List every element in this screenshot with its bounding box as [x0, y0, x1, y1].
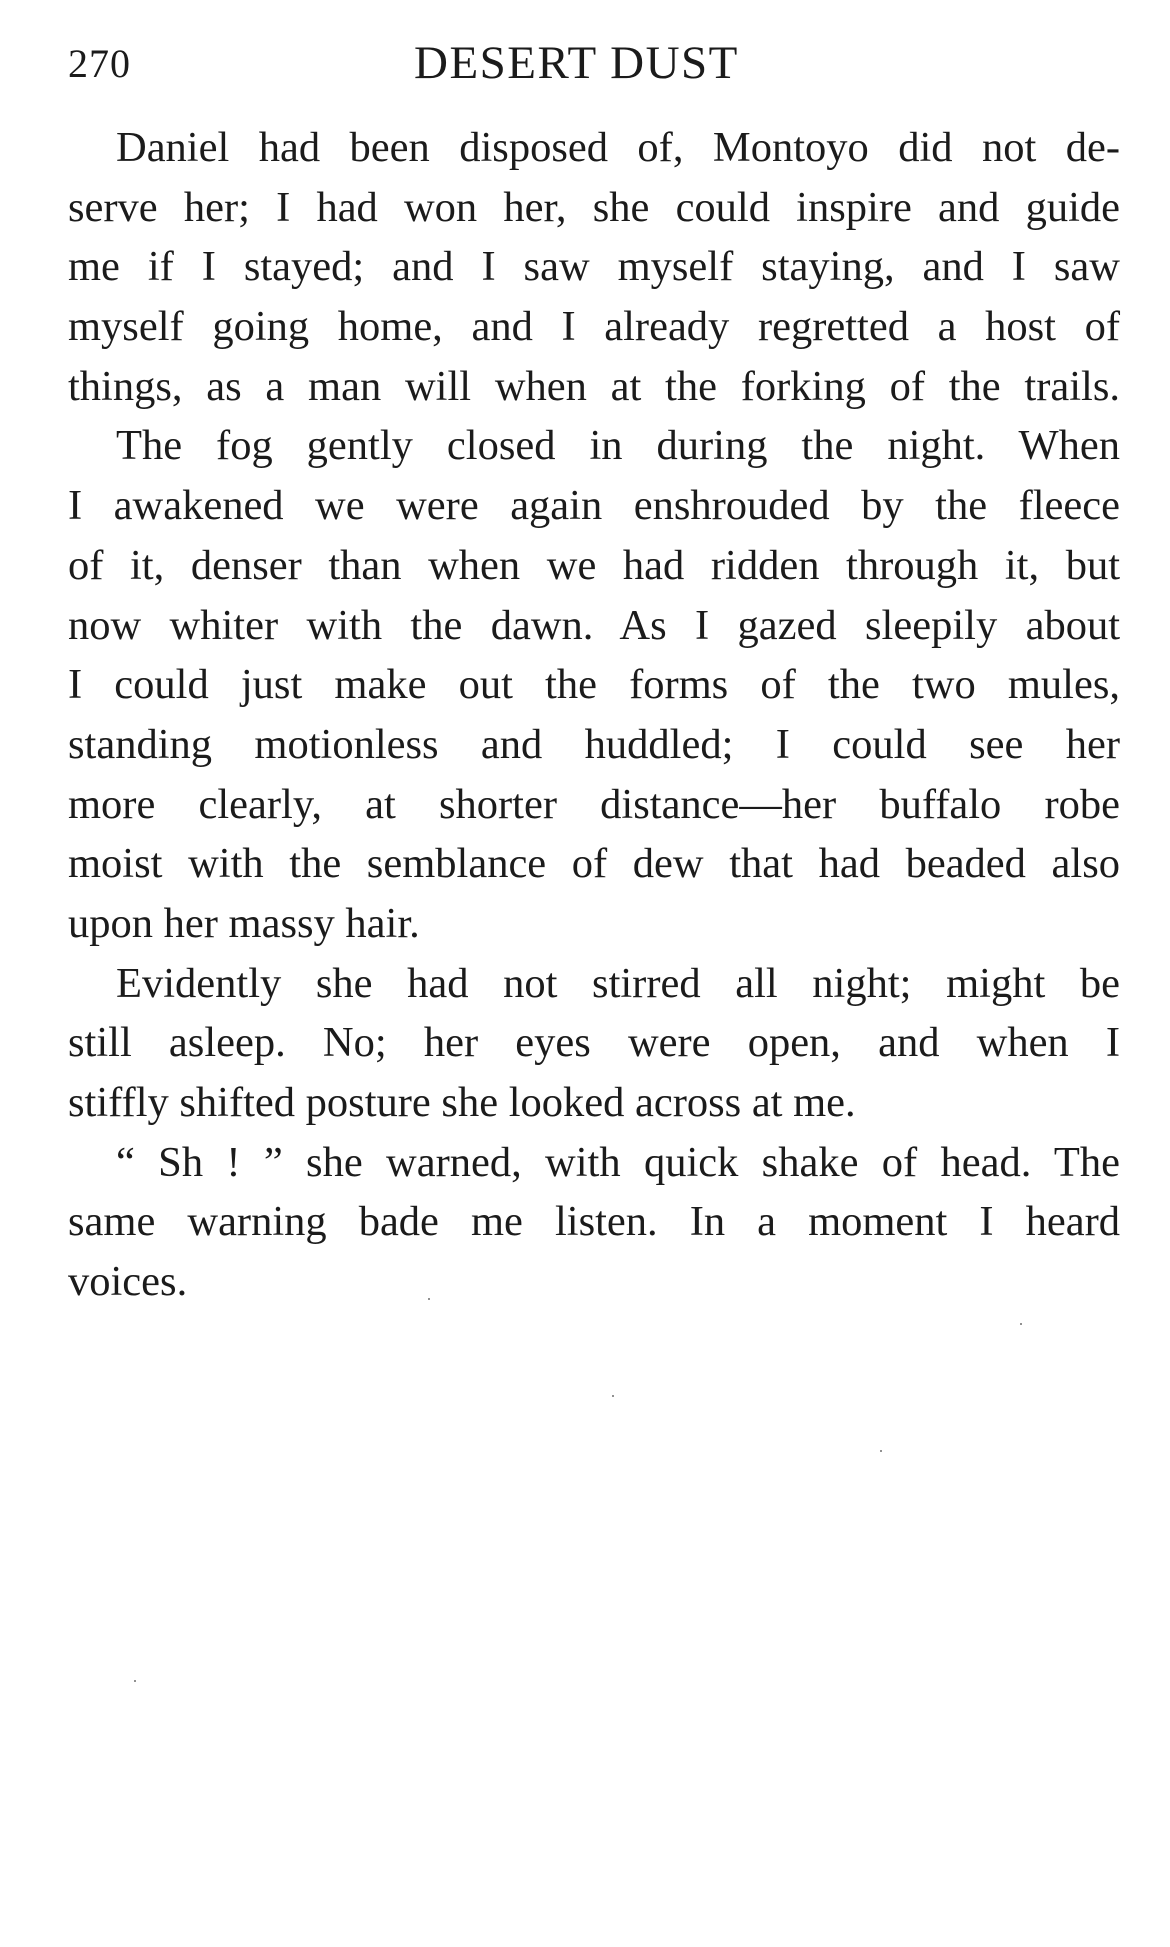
running-head	[68, 36, 1120, 96]
text-line: standing motionless and huddled; I could see her	[68, 720, 1120, 768]
page-number: 270	[68, 41, 131, 86]
text-line: same warning bade me listen. In a moment I heard	[68, 1198, 1120, 1246]
paragraph	[68, 954, 1120, 1133]
text-line: myself going home, and I already regretted a host of	[68, 303, 1120, 351]
text-line: voices.	[68, 1258, 188, 1306]
text-line: moist with the semblance of dew that had beaded also	[68, 840, 1120, 888]
text-line: Evidently she had not stirred all night; might be	[116, 959, 1120, 1007]
text-line: upon her massy hair.	[68, 899, 420, 947]
paper-speck	[612, 1395, 614, 1397]
paper-speck	[428, 1298, 430, 1300]
paper-speck	[1020, 1323, 1022, 1325]
text-line: I awakened we were again enshrouded by the fleece	[68, 482, 1120, 530]
text-line: stiffly shifted posture she looked across at me.	[68, 1079, 856, 1126]
text-line: still asleep. No; her eyes were open, and when I	[68, 1019, 1120, 1067]
text-line: me if I stayed; and I saw myself staying, and I saw	[68, 243, 1120, 291]
paragraph	[68, 1133, 1120, 1312]
paper-speck	[880, 1450, 882, 1452]
paper-speck	[134, 1680, 136, 1682]
running-title: DESERT DUST	[414, 37, 739, 89]
text-line: “ Sh ! ” she warned, with quick shake of head. The	[116, 1138, 1120, 1186]
text-line: things, as a man will when at the forking of the trails.	[68, 362, 1120, 410]
text-line: I could just make out the forms of the two mules,	[68, 661, 1120, 709]
text-line: more clearly, at shorter distance—her buffalo robe	[68, 780, 1120, 828]
text-line: now whiter with the dawn. As I gazed sleepily about	[68, 601, 1120, 649]
text-line: The fog gently closed in during the night. When	[116, 422, 1120, 470]
body-text	[68, 118, 1120, 1312]
paragraph	[68, 416, 1120, 953]
text-line: serve her; I had won her, she could inspire and guide	[68, 183, 1120, 231]
text-line: of it, denser than when we had ridden through it, but	[68, 541, 1120, 589]
text-line: Daniel had been disposed of, Montoyo did not de-	[116, 124, 1120, 171]
paragraph	[68, 118, 1120, 416]
